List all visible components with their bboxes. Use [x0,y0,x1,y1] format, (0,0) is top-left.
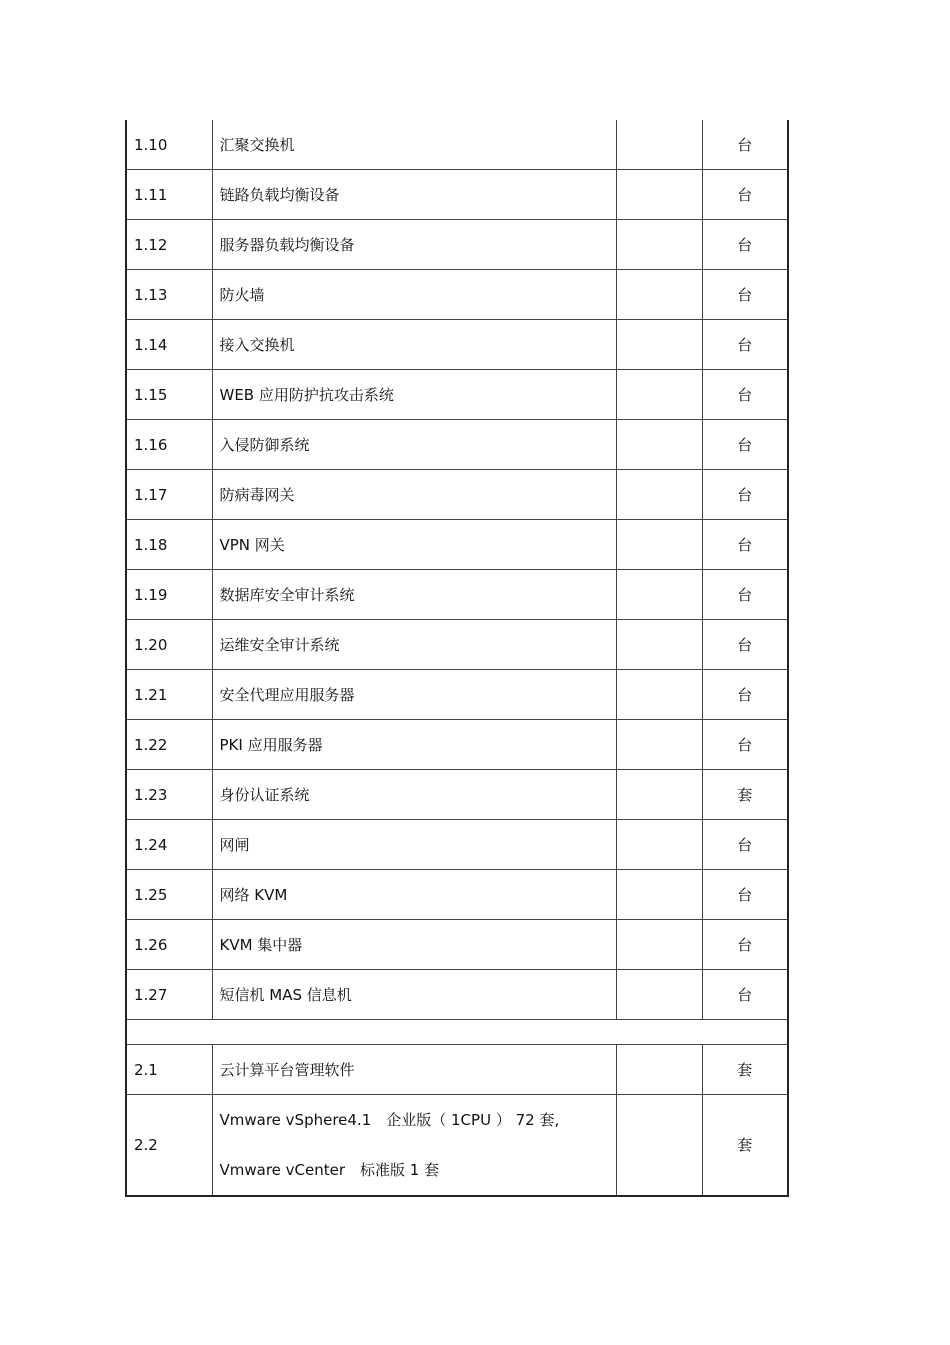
table-row [126,420,788,470]
item-unit-cell: 台 [702,720,788,770]
item-quantity-cell [616,470,702,520]
item-number-cell: 1.17 [126,470,212,520]
item-number-cell: 1.21 [126,670,212,720]
item-quantity-cell [616,220,702,270]
item-quantity-cell [616,720,702,770]
item-unit-cell: 台 [702,820,788,870]
section-heading [126,1020,788,1045]
table-row [126,520,788,570]
table-row [126,170,788,220]
item-quantity-cell [616,820,702,870]
item-number-cell: 1.27 [126,970,212,1020]
item-name-cell: 汇聚交换机 [212,120,616,170]
item-quantity-cell [616,120,702,170]
table-row [126,820,788,870]
table-row [126,620,788,670]
item-unit-cell: 台 [702,470,788,520]
item-unit-cell: 台 [702,570,788,620]
item-quantity-cell [616,370,702,420]
item-number-cell: 1.15 [126,370,212,420]
item-unit-cell: 台 [702,420,788,470]
item-quantity-cell [616,870,702,920]
item-unit-cell: 套 [702,1095,788,1197]
item-name-cell: 安全代理应用服务器 [212,670,616,720]
item-name-cell: 短信机 MAS 信息机 [212,970,616,1020]
table-row [126,670,788,720]
table-row [126,470,788,520]
item-quantity-cell [616,420,702,470]
item-unit-cell: 台 [702,670,788,720]
item-number-cell: 1.23 [126,770,212,820]
item-name-cell: KVM 集中器 [212,920,616,970]
table-row [126,320,788,370]
item-number-cell: 1.11 [126,170,212,220]
item-unit-cell: 台 [702,520,788,570]
item-name-cell: 防火墙 [212,270,616,320]
item-number-cell: 1.18 [126,520,212,570]
item-quantity-cell [616,620,702,670]
table-row [126,970,788,1020]
table-row [126,920,788,970]
item-unit-cell: 台 [702,620,788,670]
item-number-cell: 1.22 [126,720,212,770]
table-row [126,220,788,270]
item-name-cell: 链路负载均衡设备 [212,170,616,220]
table-row [126,870,788,920]
section-divider-row [126,1020,788,1045]
table-row [126,270,788,320]
item-name-cell [212,1095,616,1197]
item-unit-cell: 套 [702,770,788,820]
item-name-cell: 防病毒网关 [212,470,616,520]
item-name-cell: 数据库安全审计系统 [212,570,616,620]
item-unit-cell: 台 [702,920,788,970]
item-number-cell: 1.13 [126,270,212,320]
item-quantity-cell [616,270,702,320]
item-number-cell: 2.1 [126,1045,212,1095]
item-quantity-cell [616,570,702,620]
table-row [126,1095,788,1197]
item-name-line: Vmware vCenter 标准版 1 套 [219,1161,440,1179]
item-quantity-cell [616,520,702,570]
item-name-cell: 网闸 [212,820,616,870]
item-quantity-cell [616,920,702,970]
item-name-cell: 身份认证系统 [212,770,616,820]
item-number-cell: 1.16 [126,420,212,470]
item-quantity-cell [616,1095,702,1197]
item-unit-cell: 台 [702,370,788,420]
item-number-cell: 1.25 [126,870,212,920]
equipment-table [125,120,789,1197]
item-unit-cell: 台 [702,970,788,1020]
item-unit-cell: 台 [702,270,788,320]
item-quantity-cell [616,170,702,220]
equipment-table-body [126,120,788,1196]
item-unit-cell: 台 [702,120,788,170]
item-unit-cell: 套 [702,1045,788,1095]
item-quantity-cell [616,670,702,720]
item-name-line: Vmware vSphere4.1 企业版（ 1CPU ） 72 套, [219,1111,560,1129]
table-row [126,1045,788,1095]
item-number-cell: 1.26 [126,920,212,970]
table-row [126,120,788,170]
item-name-cell: PKI 应用服务器 [212,720,616,770]
item-name-cell: 运维安全审计系统 [212,620,616,670]
item-unit-cell: 台 [702,320,788,370]
item-number-cell: 1.12 [126,220,212,270]
item-quantity-cell [616,320,702,370]
item-name-cell: 云计算平台管理软件 [212,1045,616,1095]
item-quantity-cell [616,970,702,1020]
item-name-cell: 服务器负载均衡设备 [212,220,616,270]
item-number-cell: 1.20 [126,620,212,670]
item-number-cell: 2.2 [126,1095,212,1197]
item-number-cell: 1.19 [126,570,212,620]
item-unit-cell: 台 [702,170,788,220]
item-unit-cell: 台 [702,870,788,920]
item-unit-cell: 台 [702,220,788,270]
table-row [126,770,788,820]
table-row [126,570,788,620]
item-quantity-cell [616,770,702,820]
table-row [126,370,788,420]
item-name-cell: 接入交换机 [212,320,616,370]
item-number-cell: 1.10 [126,120,212,170]
table-row [126,720,788,770]
item-number-cell: 1.14 [126,320,212,370]
item-number-cell: 1.24 [126,820,212,870]
item-name-cell: 网络 KVM [212,870,616,920]
item-quantity-cell [616,1045,702,1095]
item-name-cell: 入侵防御系统 [212,420,616,470]
item-name-cell: VPN 网关 [212,520,616,570]
item-name-cell: WEB 应用防护抗攻击系统 [212,370,616,420]
